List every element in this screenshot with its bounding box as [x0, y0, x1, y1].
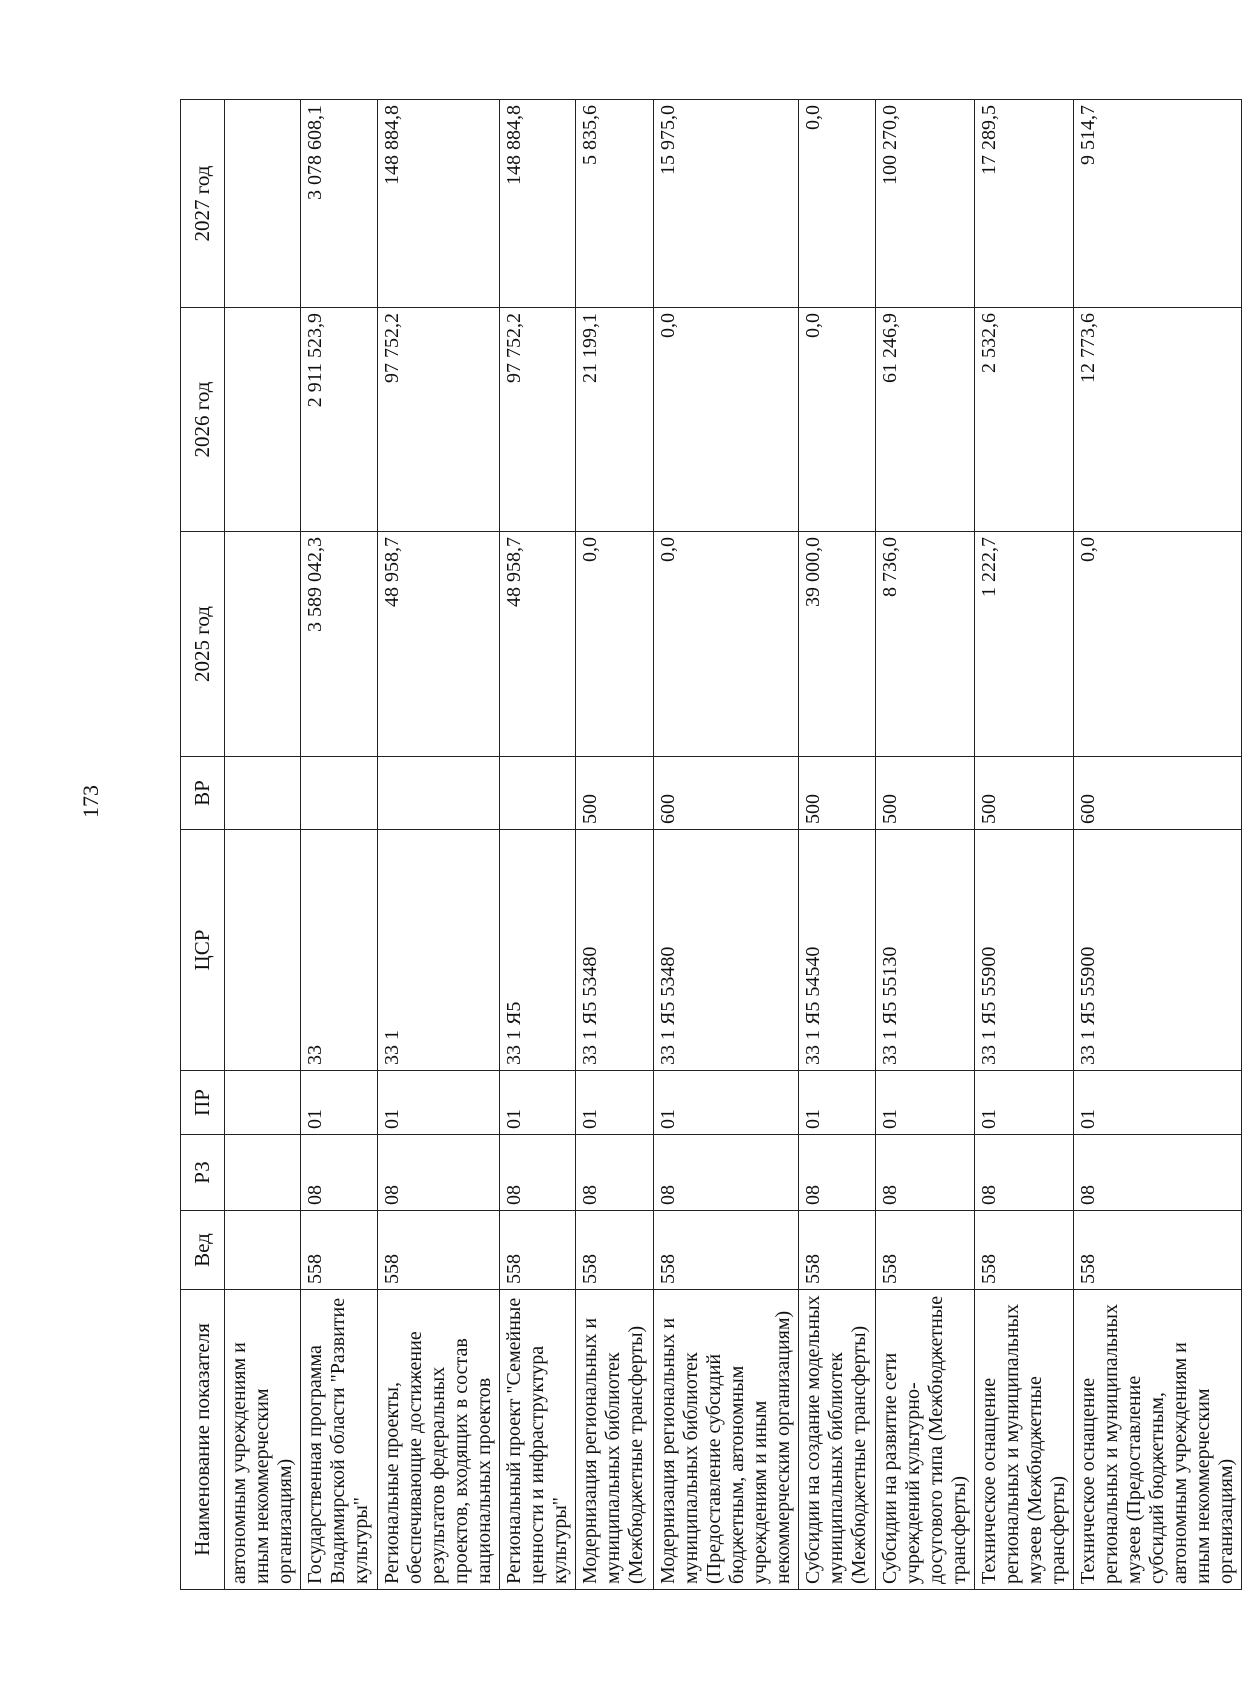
header-ved: Вед — [181, 1211, 225, 1290]
budget-table-rotated — [180, 100, 1237, 1590]
page-number: 173 — [78, 785, 103, 818]
cell-2026: 97 752,2 — [378, 308, 500, 532]
cell-2026: 97 752,2 — [500, 308, 576, 532]
cell-csr: 33 1 Я5 53480 — [576, 830, 654, 1071]
table-row — [500, 100, 576, 1590]
cell-vr: 500 — [799, 757, 876, 830]
header-2027: 2027 год — [181, 100, 225, 308]
cell-vr — [500, 757, 576, 830]
cell-2026: 0,0 — [654, 308, 799, 532]
cell-2026: 2 911 523,9 — [301, 308, 378, 532]
cell-2027 — [225, 100, 301, 308]
cell-vr: 500 — [576, 757, 654, 830]
table-row — [576, 100, 654, 1590]
header-2026: 2026 год — [181, 308, 225, 532]
cell-rz — [225, 1135, 301, 1211]
cell-rz: 08 — [654, 1135, 799, 1211]
header-2025: 2025 год — [181, 532, 225, 757]
cell-2027: 3 078 608,1 — [301, 100, 378, 308]
cell-name: Региональные проекты, обеспечивающие достижение результатов федеральных проектов, входящих в состав национальных проектов — [378, 1290, 500, 1590]
cell-name: Техническое оснащение региональных и муниципальных музеев (Предоставление субсидий бюджетным, автономным учреждениям и иным некоммерческим организациям) — [1074, 1290, 1242, 1590]
cell-2025: 3 589 042,3 — [301, 532, 378, 757]
cell-name: Техническое оснащение региональных и муниципальных музеев (Межбюджетные трансферты) — [975, 1290, 1074, 1590]
cell-2025 — [225, 532, 301, 757]
cell-2025: 48 958,7 — [378, 532, 500, 757]
cell-2027: 5 835,6 — [576, 100, 654, 308]
cell-csr: 33 — [301, 830, 378, 1071]
cell-pr — [225, 1071, 301, 1135]
cell-2027: 148 884,8 — [378, 100, 500, 308]
cell-2025: 0,0 — [576, 532, 654, 757]
table-row — [876, 100, 975, 1590]
cell-ved: 558 — [654, 1211, 799, 1290]
cell-vr: 500 — [975, 757, 1074, 830]
cell-2025: 0,0 — [654, 532, 799, 757]
cell-name: Региональный проект "Семейные ценности и инфраструктура культуры" — [500, 1290, 576, 1590]
cell-name: Субсидии на создание модельных муниципальных библиотек (Межбюджетные трансферты) — [799, 1290, 876, 1590]
cell-ved: 558 — [301, 1211, 378, 1290]
cell-rz: 08 — [799, 1135, 876, 1211]
header-name: Наименование показателя — [181, 1290, 225, 1590]
cell-pr: 01 — [301, 1071, 378, 1135]
cell-2025: 39 000,0 — [799, 532, 876, 757]
cell-vr: 600 — [654, 757, 799, 830]
cell-2026: 2 532,6 — [975, 308, 1074, 532]
cell-2025: 1 222,7 — [975, 532, 1074, 757]
table-header-row — [181, 100, 225, 1590]
header-csr: ЦСР — [181, 830, 225, 1071]
cell-ved — [225, 1211, 301, 1290]
cell-csr: 33 1 Я5 53480 — [654, 830, 799, 1071]
cell-vr — [301, 757, 378, 830]
cell-2027: 9 514,7 — [1074, 100, 1242, 308]
cell-vr: 500 — [876, 757, 975, 830]
cell-pr: 01 — [1074, 1071, 1242, 1135]
cell-vr: 600 — [1074, 757, 1242, 830]
cell-2027: 148 884,8 — [500, 100, 576, 308]
cell-rz: 08 — [378, 1135, 500, 1211]
budget-table — [180, 99, 1242, 1590]
cell-ved: 558 — [876, 1211, 975, 1290]
table-row — [378, 100, 500, 1590]
cell-2025: 0,0 — [1074, 532, 1242, 757]
table-row — [799, 100, 876, 1590]
cell-rz: 08 — [301, 1135, 378, 1211]
cell-2027: 17 289,5 — [975, 100, 1074, 308]
cell-ved: 558 — [1074, 1211, 1242, 1290]
cell-2026: 12 773,6 — [1074, 308, 1242, 532]
cell-ved: 558 — [799, 1211, 876, 1290]
cell-vr — [378, 757, 500, 830]
table-row — [654, 100, 799, 1590]
cell-csr: 33 1 Я5 55900 — [975, 830, 1074, 1071]
cell-rz: 08 — [876, 1135, 975, 1211]
cell-ved: 558 — [500, 1211, 576, 1290]
cell-2026 — [225, 308, 301, 532]
cell-csr: 33 1 — [378, 830, 500, 1071]
cell-pr: 01 — [378, 1071, 500, 1135]
table-row — [1074, 100, 1242, 1590]
cell-pr: 01 — [876, 1071, 975, 1135]
cell-rz: 08 — [500, 1135, 576, 1211]
cell-pr: 01 — [576, 1071, 654, 1135]
table-row — [225, 100, 301, 1590]
cell-pr: 01 — [799, 1071, 876, 1135]
cell-rz: 08 — [1074, 1135, 1242, 1211]
cell-csr: 33 1 Я5 54540 — [799, 830, 876, 1071]
cell-name: Модернизация региональных и муниципальных библиотек (Предоставление субсидий бюджетным, автономным учреждениям и иным некоммерческим организациям) — [654, 1290, 799, 1590]
cell-name: Государственная программа Владимирской области "Развитие культуры" — [301, 1290, 378, 1590]
cell-2027: 0,0 — [799, 100, 876, 308]
cell-ved: 558 — [576, 1211, 654, 1290]
cell-ved: 558 — [975, 1211, 1074, 1290]
cell-2027: 100 270,0 — [876, 100, 975, 308]
cell-vr — [225, 757, 301, 830]
cell-csr — [225, 830, 301, 1071]
cell-2025: 8 736,0 — [876, 532, 975, 757]
cell-2027: 15 975,0 — [654, 100, 799, 308]
table-row — [301, 100, 378, 1590]
cell-csr: 33 1 Я5 — [500, 830, 576, 1071]
cell-2026: 21 199,1 — [576, 308, 654, 532]
cell-pr: 01 — [975, 1071, 1074, 1135]
header-vr: ВР — [181, 757, 225, 830]
table-row — [975, 100, 1074, 1590]
header-rz: РЗ — [181, 1135, 225, 1211]
cell-rz: 08 — [576, 1135, 654, 1211]
header-pr: ПР — [181, 1071, 225, 1135]
cell-name: автономным учреждениям и иным некоммерческим организациям) — [225, 1290, 301, 1590]
cell-2026: 0,0 — [799, 308, 876, 532]
cell-name: Субсидии на развитие сети учреждений культурно-досугового типа (Межбюджетные трансферты) — [876, 1290, 975, 1590]
cell-pr: 01 — [500, 1071, 576, 1135]
cell-pr: 01 — [654, 1071, 799, 1135]
cell-2025: 48 958,7 — [500, 532, 576, 757]
cell-csr: 33 1 Я5 55900 — [1074, 830, 1242, 1071]
cell-name: Модернизация региональных и муниципальных библиотек (Межбюджетные трансферты) — [576, 1290, 654, 1590]
cell-2026: 61 246,9 — [876, 308, 975, 532]
cell-ved: 558 — [378, 1211, 500, 1290]
cell-rz: 08 — [975, 1135, 1074, 1211]
cell-csr: 33 1 Я5 55130 — [876, 830, 975, 1071]
